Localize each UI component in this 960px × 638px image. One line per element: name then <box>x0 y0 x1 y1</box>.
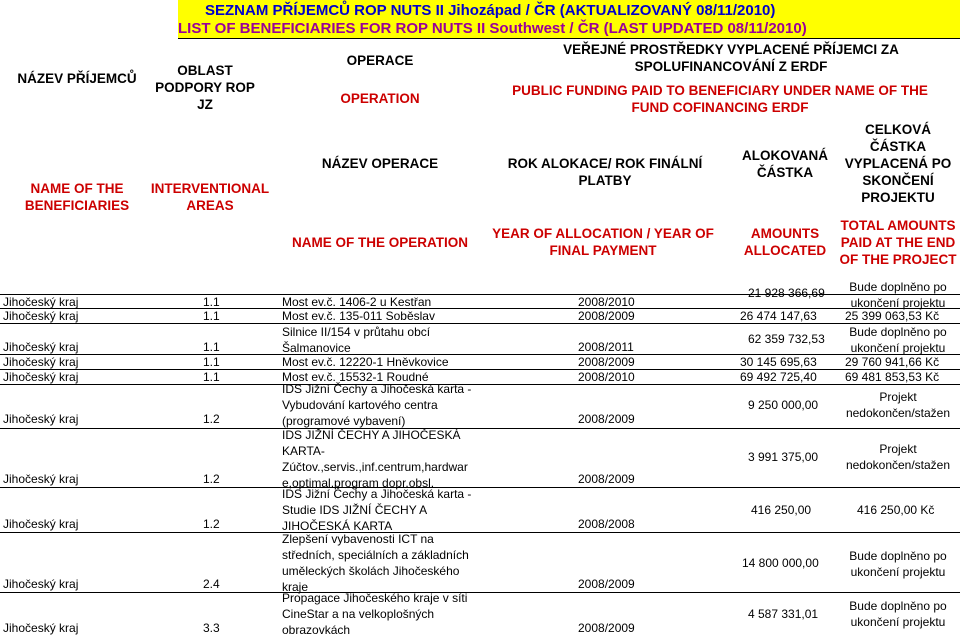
row5-area: 1.1 <box>203 370 220 384</box>
row8-allocated: 416 250,00 <box>751 503 812 517</box>
row9-area: 2.4 <box>203 577 220 591</box>
row3-year: 2008/2011 <box>578 340 634 354</box>
row3-total: Bude doplněno po ukončení projektu <box>849 325 947 355</box>
row7-allocated: 3 991 375,00 <box>748 450 819 464</box>
row2-year: 2008/2009 <box>578 309 635 323</box>
row5-beneficiary: Jihočeský kraj <box>3 370 79 384</box>
header-year-cz: ROK ALOKACE/ ROK FINÁLNÍ PLATBY <box>507 156 703 188</box>
row9-year: 2008/2009 <box>578 577 635 591</box>
row4-year: 2008/2009 <box>578 355 635 369</box>
row10-beneficiary: Jihočeský kraj <box>3 621 79 635</box>
row10-operation: Propagace Jihočeského kraje v síti CineStar a na velkoplošných obrazovkách <box>282 591 468 637</box>
row3-area: 1.1 <box>203 340 220 354</box>
header-total-cz: CELKOVÁ ČÁSTKA VYPLACENÁ PO SKONČENÍ PROJEKTU <box>844 122 952 205</box>
row2-area: 1.1 <box>203 309 220 323</box>
header-alloc-en: AMOUNTS ALLOCATED <box>743 226 827 258</box>
row8-total: 416 250,00 Kč <box>857 503 935 517</box>
row7-operation: IDS JIŽNÍ ČECHY A JIHOČESKÁ KARTA- Zúčtov.,servis.,inf.centrum,hardwar e,optimal.program dopr.obsl. <box>282 428 468 490</box>
title-en: LIST OF BENEFICIARIES FOR ROP NUTS II Southwest / ČR (LAST UPDATED 08/11/2010) <box>178 20 807 37</box>
row1-area: 1.1 <box>203 295 220 309</box>
header-operace-cz: OPERACE <box>346 53 414 68</box>
row2-allocated: 26 474 147,63 <box>740 309 817 323</box>
row1-allocated: 21 928 366,69 <box>748 286 825 300</box>
row1-year: 2008/2010 <box>578 295 635 309</box>
row9-beneficiary: Jihočeský kraj <box>3 577 79 591</box>
title-cz: SEZNAM PŘÍJEMCŮ ROP NUTS II Jihozápad / ČR (AKTUALIZOVANÝ 08/11/2010) <box>205 2 776 19</box>
header-beneficiary-cz: NÁZEV PŘÍJEMCŮ <box>17 71 137 86</box>
header-total-en: TOTAL AMOUNTS PAID AT THE END OF THE PROJECT <box>839 218 957 267</box>
row10-area: 3.3 <box>203 621 220 635</box>
header-name-op-en: NAME OF THE OPERATION <box>291 235 468 250</box>
row1-beneficiary: Jihočeský kraj <box>3 295 79 309</box>
header-beneficiary-en: NAME OF THE BENEFICIARIES <box>24 181 130 213</box>
row8-beneficiary: Jihočeský kraj <box>3 517 79 531</box>
row8-operation: IDS Jižní Čechy a Jihočeská karta - Studie IDS JIŽNÍ ČECHY A JIHOČESKÁ KARTA <box>282 487 472 533</box>
row1-total: Bude doplněno po ukončení projektu <box>849 280 947 310</box>
row2-total: 25 399 063,53 Kč <box>845 309 940 323</box>
row5-allocated: 69 492 725,40 <box>740 370 817 384</box>
row9-allocated: 14 800 000,00 <box>742 556 819 570</box>
row5-operation: Most ev.č. 15532-1 Roudné <box>282 370 429 384</box>
row4-total: 29 760 941,66 Kč <box>845 355 940 369</box>
header-area-en: INTERVENTIONAL AREAS <box>150 181 270 213</box>
row4-operation: Most ev.č. 12220-1 Hněvkovice <box>282 355 449 369</box>
row4-area: 1.1 <box>203 355 220 369</box>
header-area-cz: OBLAST PODPORY ROP JZ <box>155 63 255 112</box>
row4-allocated: 30 145 695,63 <box>740 355 817 369</box>
row8-area: 1.2 <box>203 517 220 531</box>
row3-beneficiary: Jihočeský kraj <box>3 340 79 354</box>
row10-year: 2008/2009 <box>578 621 635 635</box>
row1-operation: Most ev.č. 1406-2 u Kestřan <box>282 295 432 309</box>
header-name-op-cz: NÁZEV OPERACE <box>321 156 439 171</box>
row10-total: Bude doplněno po ukončení projektu <box>849 599 947 629</box>
row7-area: 1.2 <box>203 472 220 486</box>
row7-beneficiary: Jihočeský kraj <box>3 472 79 486</box>
row3-operation: Silnice II/154 v průtahu obcí Šalmanovice <box>282 325 431 355</box>
header-year-en: YEAR OF ALLOCATION / YEAR OF FINAL PAYMENT <box>492 226 714 258</box>
row7-total: Projekt nedokončen/stažen <box>845 442 951 472</box>
header-operace-en: OPERATION <box>340 91 420 106</box>
row2-operation: Most ev.č. 135-011 Soběslav <box>282 309 435 323</box>
header-funding-cz: VEŘEJNÉ PROSTŘEDKY VYPLACENÉ PŘÍJEMCI ZA SPOLUFINANCOVÁNÍ Z ERDF <box>563 42 899 74</box>
header-alloc-cz: ALOKOVANÁ ČÁSTKA <box>742 148 828 180</box>
row6-operation: IDS Jižní Čechy a Jihočeská karta - Vybudování kartového centra (programové vybavení) <box>282 382 472 428</box>
row6-area: 1.2 <box>203 412 220 426</box>
row5-total: 69 481 853,53 Kč <box>845 370 940 384</box>
row8-year: 2008/2008 <box>578 517 635 531</box>
row6-beneficiary: Jihočeský kraj <box>3 412 79 426</box>
row3-allocated: 62 359 732,53 <box>748 332 825 346</box>
row9-total: Bude doplněno po ukončení projektu <box>849 549 947 579</box>
row10-allocated: 4 587 331,01 <box>748 607 819 621</box>
row6-allocated: 9 250 000,00 <box>748 398 819 412</box>
row9-operation: Zlepšení vybavenosti ICT na středních, speciálních a základních uměleckých školách Jihočeského kraje <box>282 532 469 594</box>
row6-total: Projekt nedokončen/stažen <box>845 390 951 420</box>
row6-year: 2008/2009 <box>578 412 635 426</box>
row5-year: 2008/2010 <box>578 370 635 384</box>
header-funding-en: PUBLIC FUNDING PAID TO BENEFICIARY UNDER NAME OF THE FUND COFINANCING ERDF <box>512 83 928 115</box>
row2-beneficiary: Jihočeský kraj <box>3 309 79 323</box>
row4-beneficiary: Jihočeský kraj <box>3 355 79 369</box>
row7-year: 2008/2009 <box>578 472 635 486</box>
